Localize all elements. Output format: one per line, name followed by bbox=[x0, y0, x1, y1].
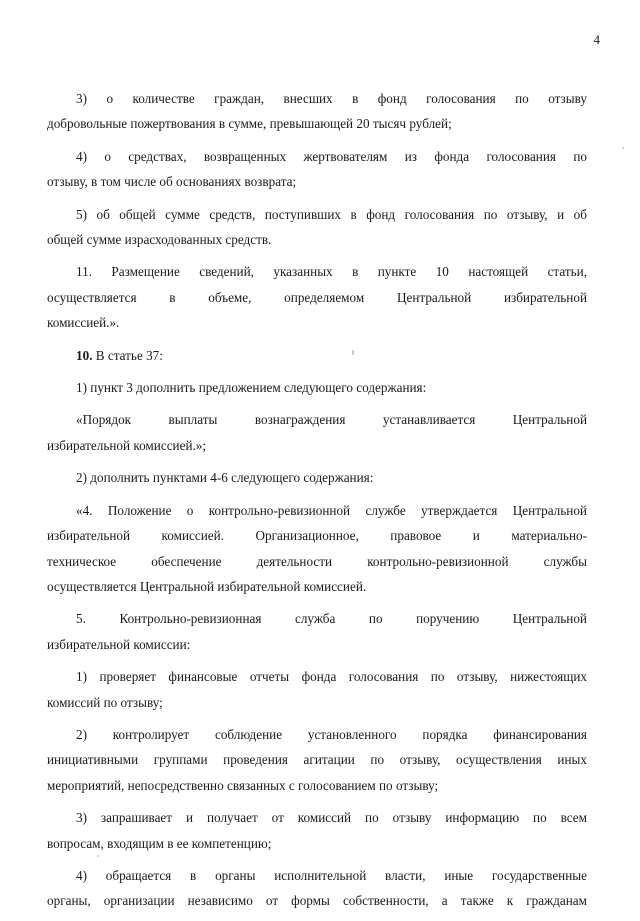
text-line: избирательной комиссией.»; bbox=[47, 437, 207, 453]
page-number: 4 bbox=[593, 32, 600, 47]
text-line: инициативными группами проведения агитации по отзыву, осуществления иных bbox=[47, 752, 587, 768]
paragraph bbox=[47, 805, 587, 856]
paragraph bbox=[47, 144, 587, 195]
text-line: добровольные пожертвования в сумме, превышающей 20 тысяч рублей; bbox=[47, 116, 452, 132]
text-line: избирательной комиссией. Организационное, правовое и материально- bbox=[47, 528, 587, 544]
paragraph bbox=[47, 722, 587, 798]
paragraph bbox=[47, 465, 587, 490]
paragraph bbox=[47, 375, 587, 400]
text-line: техническое обеспечение деятельности контрольно-ревизионной службы bbox=[47, 553, 587, 569]
text-line: 2) контролирует соблюдение установленного порядка финансирования bbox=[76, 726, 587, 742]
text-line: «4. Положение о контрольно-ревизионной службе утверждается Центральной bbox=[76, 502, 587, 518]
text-line bbox=[47, 343, 587, 368]
text-line: органы, организации независимо от формы собственности, а также к гражданам bbox=[47, 893, 587, 909]
paragraph bbox=[47, 259, 587, 335]
text-line: 2) дополнить пунктами 4-6 следующего содержания: bbox=[76, 470, 374, 486]
text-line: осуществляется в объеме, определяемом Центральной избирательной bbox=[47, 289, 587, 305]
paragraph bbox=[47, 498, 587, 600]
text-line: 1) пункт 3 дополнить предложением следующего содержания: bbox=[76, 380, 427, 396]
text-line: отзыву, в том числе об основаниях возврата; bbox=[47, 174, 297, 190]
text-line: 1) проверяет финансовые отчеты фонда голосования по отзыву, нижестоящих bbox=[76, 669, 587, 685]
scan-speck bbox=[97, 855, 99, 857]
text-line: мероприятий, непосредственно связанных с голосованием по отзыву; bbox=[47, 777, 439, 793]
paragraph bbox=[47, 606, 587, 657]
paragraph bbox=[47, 407, 587, 458]
text-line: 11. Размещение сведений, указанных в пункте 10 настоящей статьи, bbox=[76, 264, 587, 280]
text-line: 3) о количестве граждан, внесших в фонд голосования по отзыву bbox=[76, 91, 587, 106]
text-line: «Порядок выплаты вознаграждения устанавливается Центральной bbox=[76, 412, 587, 428]
text-line: 5) об общей сумме средств, поступивших в фонд голосования по отзыву, и об bbox=[76, 206, 587, 222]
scan-speck bbox=[352, 350, 354, 355]
text-line: 4) обращается в органы исполнительной власти, иные государственные bbox=[76, 867, 587, 883]
document-body bbox=[47, 86, 587, 921]
text-line: 3) запрашивает и получает от комиссий по отзыву информацию по всем bbox=[76, 810, 587, 826]
paragraph bbox=[47, 343, 587, 368]
text-line: 5. Контрольно-ревизионная служба по поручению Центральной bbox=[76, 611, 587, 627]
text-line: 4) о средствах, возвращенных жертвователям из фонда голосования по bbox=[76, 148, 587, 164]
paragraph bbox=[47, 863, 587, 914]
scan-speck bbox=[622, 147, 624, 149]
text-line: общей сумме израсходованных средств. bbox=[47, 232, 272, 248]
paragraph bbox=[47, 664, 587, 715]
paragraph bbox=[47, 86, 587, 137]
text-line: избирательной комиссии: bbox=[47, 636, 191, 652]
text-line: вопросам, входящим в ее компетенцию; bbox=[47, 835, 272, 851]
article-number: 10. bbox=[76, 347, 93, 363]
text-line: осуществляется Центральной избирательной комиссией. bbox=[47, 578, 367, 594]
article-heading-text: В статье 37: bbox=[92, 347, 163, 363]
text-line: комиссией.». bbox=[47, 315, 120, 331]
paragraph bbox=[47, 202, 587, 253]
text-line: комиссий по отзыву; bbox=[47, 694, 163, 710]
